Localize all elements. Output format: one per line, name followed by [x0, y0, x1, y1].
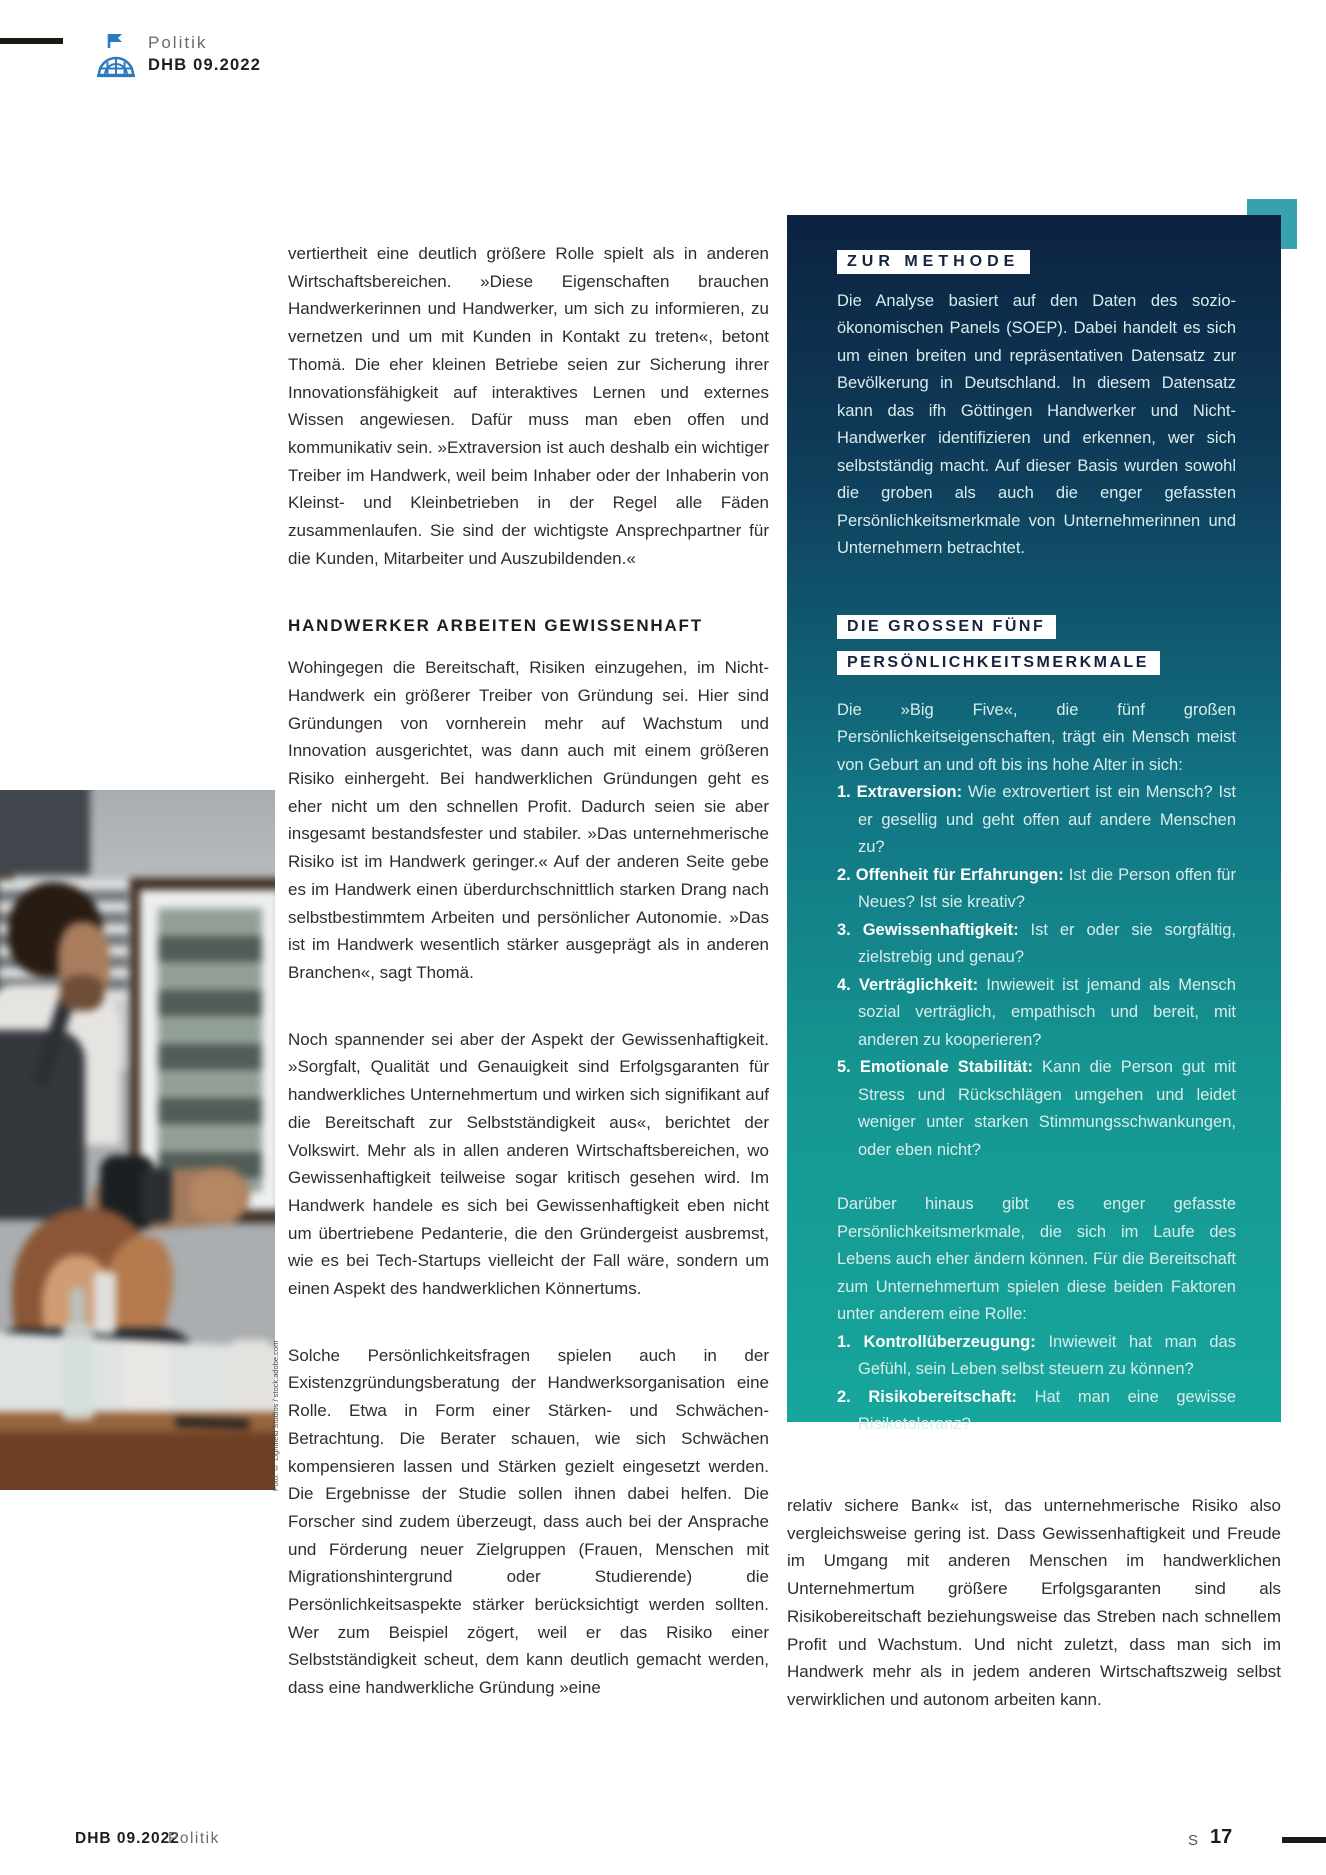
big5-item-5: 5. Emotionale Stabilität: Kann die Person gut mit Stress und Rückschlägen umgehen und leidet weniger unter starken Stimmungsschwankungen, oder eben nicht?: [837, 1058, 1237, 1159]
article-left-column: [288, 240, 769, 1702]
big5-item-3: 3. Gewissenhaftigkeit: Ist er oder sie sorgfältig, zielstrebig und genau?: [837, 920, 1236, 966]
article-right-column: [787, 1492, 1281, 1714]
footer-issue: DHB 09.2022: [75, 1830, 180, 1847]
footer-section: Politik: [168, 1830, 220, 1847]
infobox-label-big5-line1: DIE GROSSEN FÜNF: [837, 615, 1056, 639]
big5-item-1: 1. Extraversion: Wie extrovertiert ist ein Mensch? Ist er gesellig und geht offen auf andere Menschen zu?: [837, 783, 1236, 856]
header-issue: DHB 09.2022: [148, 56, 262, 74]
page-number-prefix: S: [1188, 1832, 1200, 1849]
article-paragraph-3: Noch spannender sei aber der Aspekt der Gewissenhaftigkeit. »Sorgfalt, Qualität und Genauigkeit sind Erfolgsgaranten für handwerkliches Unternehmertum und wirken sich signifikant auf die Bereitschaft zur Selbstständigkeit aus«, berichtet der Volkswirt. Mehr als in allen anderen Wirtschaftsbereichen, wo Gewissenhaftigkeit teilweise sogar kritisch gesehen wird. Im Handwerk handele es sich bei Gewissenhaftigkeit eben nicht um übertriebene Pedanterie, die den Gründergeist ausbremst, wie es bei Tech-Startups vielleicht der Fall wäre, sondern um einen Aspekt des handwerklichen Könnertums.: [288, 1029, 769, 1299]
page-number: 17: [1210, 1826, 1233, 1848]
infobox-label-big5-line2: PERSÖNLICHKEITSMERKMALE: [837, 651, 1160, 675]
factor-item-2: 2. Risikobereitschaft: Hat man eine gewisse Risikotoleranz?: [837, 1387, 1236, 1433]
factor-item-1: 1. Kontrollüberzeugung: Inwieweit hat man das Gefühl, sein Leben selbst steuern zu können?: [837, 1332, 1236, 1378]
article-paragraph-4: Solche Persönlichkeitsfragen spielen auch in der Existenzgründungsberatung der Handwerksorganisation eine Rolle. Etwa in Form einer Stärken- und Schwächen-Betrachtung. Die Berater schauen, wie sich Schwächen kompensieren lassen und Stärken gezielt eingesetzt werden. Die Ergebnisse der Studie sollen ihnen dabei helfen. Die Forscher sind zudem überzeugt, dass auch bei der Ansprache und Förderung neuer Zielgruppen (Frauen, Menschen mit Migrationshintergrund oder Studierende) die Persönlichkeitsaspekte stärker berücksichtigt werden sollten. Wer zum Beispiel zögert, weil er das Risiko einer Selbstständigkeit scheut, dem kann deutlich gemacht werden, dass eine handwerkliche Gründung »eine: [288, 1345, 769, 1698]
footer-right-rule: [1282, 1837, 1326, 1843]
big5-item-2: 2. Offenheit für Erfahrungen: Ist die Person offen für Neues? Ist sie kreativ?: [837, 865, 1236, 911]
barbershop-photo-art: [0, 790, 275, 1490]
article-paragraph-1: vertiertheit eine deutlich größere Rolle spielt als in anderen Wirtschaftsbereichen. »Diese Eigenschaften brauchen Handwerkerinnen und Handwerker, um sich zu informieren, zu vernetzen und um mit Kunden in Kontakt zu treten«, betont Thomä. Die eher kleinen Betriebe seien zur Sicherung ihrer Innovationsfähigkeit auf interaktives Lernen und externes Wissen angewiesen. Dafür muss man eben offen und kommunikativ sein. »Extraversion ist auch deshalb ein wichtiger Treiber im Handwerk, weil beim Inhaber oder der Inhaberin von Kleinst- und Kleinbetrieben in der Regel alle Fäden zusammenlaufen. Sie sind der wichtigste Ansprechpartner für die Kunden, Mitarbeiter und Auszubildenden.«: [288, 244, 769, 568]
header-kicker: Politik: [148, 33, 208, 52]
photo-credit: Foto: © Lightfield Studios / stock.adobe.com: [271, 1340, 280, 1491]
infobox: [787, 215, 1281, 1433]
infobox-label-big5: [837, 613, 1236, 685]
infobox-label-method: ZUR METHODE: [837, 250, 1030, 274]
section-heading: HANDWERKER ARBEITEN GEWISSENHAFT: [288, 616, 703, 636]
article-paragraph-5: relativ sichere Bank« ist, das unternehmerische Risiko also vergleichsweise gering ist. Dass Gewissenhaftigkeit und Freude im Umgang mit anderen Menschen im handwerklichen Unternehmertum größere Erfolgsgaranten sind als Risikobereitschaft beziehungsweise das Streben nach schnellem Profit und Wachstum. Und nicht zuletzt, dass man sich im Handwerk mehr als in jedem anderen Wirtschaftszweig selbst verwirklichen und autonom arbeiten kann.: [787, 1496, 1281, 1709]
infobox-method-text: Die Analyse basiert auf den Daten des sozio-ökonomischen Panels (SOEP). Dabei handelt es sich um einen breiten und repräsentativen Datensatz zur Bevölkerung in Deutschland. In diesem Datensatz kann das ifh Göttingen Handwerker und Nicht-Handwerker identifizieren und erkennen, wer sich selbstständig macht. Auf dieser Basis wurden sowohl die groben als auch die enger gefassten Persönlichkeitsmerkmale von Unternehmerinnen und Unternehmern betrachtet.: [837, 291, 1236, 557]
top-left-rule: [0, 38, 63, 44]
infobox-big5-intro: Die »Big Five«, die fünf großen Persönlichkeitseigenschaften, trägt ein Mensch meist von Geburt an und oft bis ins hohe Alter in sich:: [837, 700, 1236, 774]
article-paragraph-2: Wohingegen die Bereitschaft, Risiken einzugehen, im Nicht-Handwerk ein größerer Treiber von Gründung sei. Hier sind Gründungen von vornherein mehr auf Wachstum und Innovation ausgerichtet, was dann auch mit einem größeren Risiko einhergeht. Bei handwerklichen Gründungen geht es eher nicht um den schnellen Profit. Dadurch seien sie aber insgesamt bestandsfester und stabiler. »Das unternehmerische Risiko ist im Handwerk geringer.« Auf der anderen Seite gebe es im Handwerk einen überdurchschnittlich starken Drang nach selbstbestimmtem Arbeiten und persönlicher Autonomie. »Das ist im Handwerk wesentlich stärker ausgeprägt als in anderen Branchen«, sagt Thomä.: [288, 658, 769, 982]
reichstag-flag-icon: [95, 32, 137, 78]
infobox-big5-outro: Darüber hinaus gibt es enger gefasste Persönlichkeitsmerkmale, die sich im Laufe des Lebens auch eher ändern können. Für die Bereitschaft zum Unternehmertum spielen diese beiden Faktoren unter anderem eine Rolle:: [837, 1195, 1237, 1323]
barbershop-photo: [0, 790, 275, 1490]
big5-item-4: 4. Verträglichkeit: Inwieweit ist jemand als Mensch sozial verträglich, empathisch und bereit, mit anderen zu kooperieren?: [837, 975, 1236, 1049]
